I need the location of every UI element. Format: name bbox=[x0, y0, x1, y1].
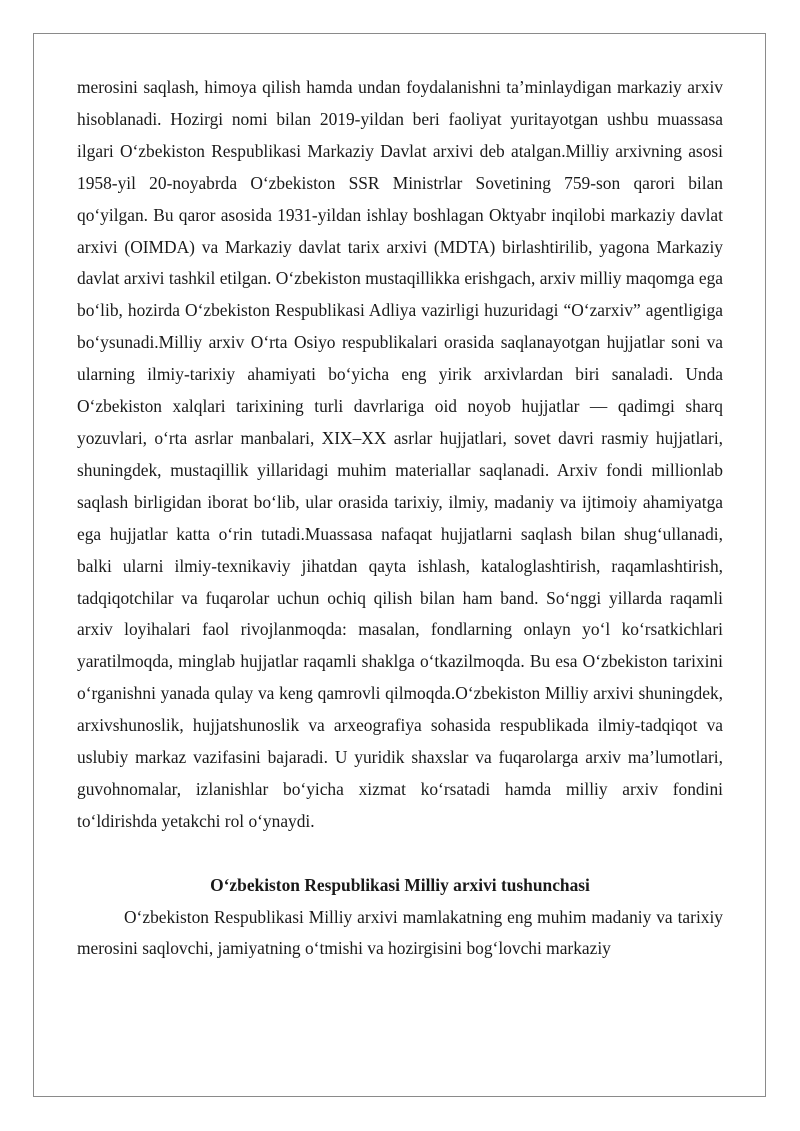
document-body bbox=[77, 72, 723, 965]
section-heading: O‘zbekiston Respublikasi Milliy arxivi tushunchasi bbox=[210, 874, 590, 895]
body-paragraph: merosini saqlash, himoya qilish hamda undan foydalanishni ta’minlaydigan markaziy arxiv hisoblanadi. Hozirgi nomi bilan 2019-yildan beri faoliyat yuritayotgan ushbu muassasa ilgari O‘zbekiston Respublikasi Markaziy Davlat arxivi deb atalgan.Milliy arxivning asosi 1958-yil 20-noyabrda O‘zbekiston SSR Ministrlar Sovetining 759-son qarori bilan qo‘yilgan. Bu qaror asosida 1931-yildan ishlay boshlagan Oktyabr inqilobi markaziy davlat arxivi (OIMDA) va Markaziy davlat tarix arxivi (MDTA) birlashtirilib, yagona Markaziy davlat arxivi tashkil etilgan. O‘zbekiston mustaqillikka erishgach, arxiv milliy maqomga ega bo‘lib, hozirda O‘zbekiston Respublikasi Adliya vazirligi huzuridagi “O‘zarxiv” agentligiga bo‘ysunadi.Milliy arxiv O‘rta Osiyo respublikalari orasida saqlanayotgan hujjatlar soni va ularning ilmiy-tarixiy ahamiyati bo‘yicha eng yirik arxivlardan biri sanaladi. Unda O‘zbekiston xalqlari tarixining turli davrlariga oid noyob hujjatlar — qadimgi sharq yozuvlari, o‘rta asrlar manbalari, XIX–XX asrlar hujjatlari, sovet davri rasmiy hujjatlari, shuningdek, mustaqillik yillaridagi muhim materiallar saqlanadi. Arxiv fondi millionlab saqlash birligidan iborat bo‘lib, ular orasida tarixiy, ilmiy, madaniy va ijtimoiy ahamiyatga ega hujjatlar katta o‘rin tutadi.Muassasa nafaqat hujjatlarni saqlash bilan shug‘ullanadi, balki ularni ilmiy-texnikaviy jihatdan qayta ishlash, kataloglashtirish, raqamlashtirish, tadqiqotchilar va fuqarolar uchun ochiq qilish bilan ham band. So‘nggi yillarda raqamli arxiv loyihalari faol rivojlanmoqda: masalan, fondlarning onlayn yo‘l ko‘rsatkichlari yaratilmoqda, minglab hujjatlar raqamli shaklga o‘tkazilmoqda. Bu esa O‘zbekiston tarixini o‘rganishni yanada qulay va keng qamrovli qilmoqda.O‘zbekiston Milliy arxivi shuningdek, arxivshunoslik, hujjatshunoslik va arxeografiya sohasida respublikada ilmiy-tadqiqot va uslubiy markaz vazifasini bajaradi. U yuridik shaxslar va fuqarolarga arxiv ma’lumotlari, guvohnomalar, izlanishlar bo‘yicha xizmat ko‘rsatadi hamda milliy arxiv fondini to‘ldirishda yetakchi rol o‘ynaydi. bbox=[77, 77, 723, 831]
body-paragraph: O‘zbekiston Respublikasi Milliy arxivi mamlakatning eng muhim madaniy va tarixiy merosini saqlovchi, jamiyatning o‘tmishi va hozirgisini bog‘lovchi markaziy bbox=[77, 906, 723, 959]
